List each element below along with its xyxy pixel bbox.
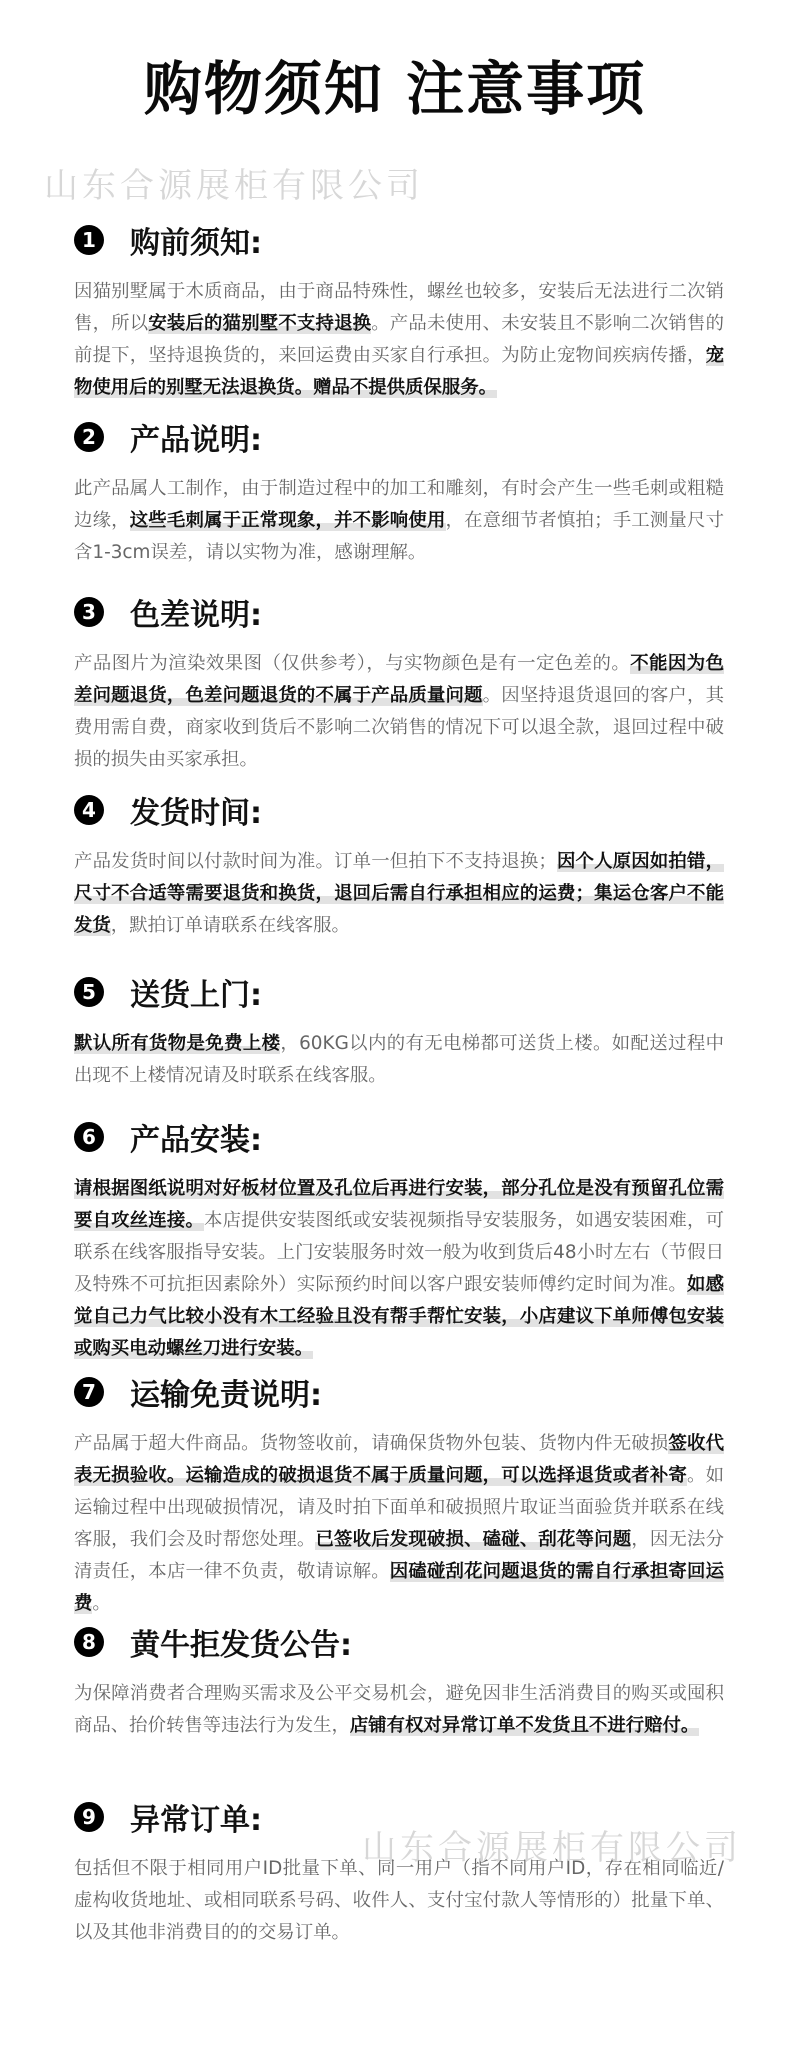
page-title: 购物须知 注意事项 (143, 55, 647, 123)
section-number-badge: 1 (74, 225, 104, 255)
body-text: 产品图片为渲染效果图（仅供参考），与实物颜色是有一定色差的。 (74, 653, 631, 674)
highlighted-text: 已签收后发现破损、磕碰、刮花等问题 (315, 1529, 632, 1550)
highlighted-text: 不能因为色差问题退货，色差问题退货的不属于产品质量问题 (74, 653, 724, 706)
section-title: 送货上门: (130, 978, 262, 1013)
section-title: 色差说明: (130, 598, 262, 633)
section-header (74, 590, 724, 634)
highlighted-text: 这些毛刺属于正常现象，并不影响使用 (129, 510, 446, 531)
section-header (74, 218, 724, 262)
section-title: 产品安装: (130, 1123, 262, 1158)
section-number-badge: 2 (74, 422, 104, 452)
highlighted-text: 默认所有货物是免费上楼 (74, 1033, 281, 1054)
highlighted-text: 宠物使用后的别墅无法退换货。赠品不提供质保服务。 (74, 345, 724, 398)
notice-section-3 (74, 590, 724, 776)
highlighted-text: 签收代表无损验收。运输造成的破损退货不属于质量问题，可以选择退货或者补寄 (74, 1433, 724, 1486)
section-title: 黄牛拒发货公告: (130, 1628, 352, 1663)
section-number-badge: 8 (74, 1627, 104, 1657)
section-body (74, 1678, 724, 1742)
highlighted-text: 店铺有权对异常订单不发货且不进行赔付。 (349, 1715, 700, 1736)
section-header (74, 1620, 724, 1664)
body-text: 此产品属人工制作，由于制造过程中的加工和雕刻，有时会产生一些毛刺或粗糙边缘， (74, 478, 724, 531)
section-header (74, 415, 724, 459)
notice-section-9 (74, 1795, 724, 1949)
body-text: 。因坚持退货退回的客户，其费用需自费，商家收到货后不影响二次销售的情况下可以退全款，退回过程中破损的损失由买家承担。 (74, 685, 724, 770)
section-body (74, 473, 724, 569)
watermark-bottom: 山东合源展柜有限公司 (362, 1828, 742, 1868)
body-text: 。产品未使用、未安装且不影响二次销售的前提下，坚持退换货的，来回运费由买家自行承担。为防止宠物间疾病传播， (74, 313, 724, 366)
section-number-badge: 6 (74, 1122, 104, 1152)
section-number-badge: 9 (74, 1802, 104, 1832)
body-text: 因猫别墅属于木质商品，由于商品特殊性，螺丝也较多，安装后无法进行二次销售，所以 (74, 281, 724, 334)
body-text: ，因无法分清责任，本店一律不负责，敬请谅解。 (74, 1529, 724, 1582)
notice-section-4 (74, 788, 724, 942)
section-number-badge: 5 (74, 977, 104, 1007)
section-title: 异常订单: (130, 1803, 262, 1838)
section-number-badge: 3 (74, 597, 104, 627)
highlighted-text: 如感觉自己力气比较小没有木工经验且没有帮手帮忙安装，小店建议下单师傅包安装或购买电动螺丝刀进行安装。 (74, 1274, 724, 1359)
section-header (74, 1115, 724, 1159)
body-text: 。 (92, 1593, 111, 1614)
body-text: ，默拍订单请联系在线客服。 (110, 915, 350, 936)
notice-section-2 (74, 415, 724, 569)
notice-section-5 (74, 970, 724, 1092)
body-text: 为保障消费者合理购买需求及公平交易机会，避免因非生活消费目的购买或囤积商品、抬价转售等违法行为发生， (74, 1683, 724, 1736)
body-text: ，60KG以内的有无电梯都可送货上楼。如配送过程中出现不上楼情况请及时联系在线客服。 (74, 1033, 724, 1086)
notice-section-7 (74, 1370, 724, 1620)
section-title: 产品说明: (130, 423, 262, 458)
section-header (74, 788, 724, 832)
body-text: 包括但不限于相同用户ID批量下单、同一用户（指不同用户ID，存在相同临近/虚构收货地址、或相同联系号码、收件人、支付宝付款人等情形的）批量下单、以及其他非消费目的的交易订单。 (74, 1858, 724, 1943)
highlighted-text: 因个人原因如拍错，尺寸不合适等需要退货和换货，退回后需自行承担相应的运费；集运仓客户不能发货 (74, 851, 724, 936)
highlighted-text: 安装后的猫别墅不支持退换 (148, 313, 372, 334)
watermark-top: 山东合源展柜有限公司 (44, 166, 424, 206)
section-body (74, 1028, 724, 1092)
body-text: 产品发货时间以付款时间为准。订单一但拍下不支持退换； (74, 851, 557, 872)
section-body (74, 648, 724, 776)
section-title: 运输免责说明: (130, 1378, 322, 1413)
highlighted-text: 因磕碰刮花问题退货的需自行承担寄回运费 (74, 1561, 724, 1614)
notice-section-6 (74, 1115, 724, 1365)
section-body (74, 1173, 724, 1365)
section-header (74, 1370, 724, 1414)
body-text: 。如运输过程中出现破损情况，请及时拍下面单和破损照片取证当面验货并联系在线客服，我们会及时帮您处理。 (74, 1465, 724, 1550)
section-body (74, 846, 724, 942)
section-title: 发货时间: (130, 796, 262, 831)
notice-section-8 (74, 1620, 724, 1742)
section-number-badge: 7 (74, 1377, 104, 1407)
section-body (74, 276, 724, 404)
section-title: 购前须知: (130, 226, 262, 261)
section-header (74, 970, 724, 1014)
body-text: 本店提供安装图纸或安装视频指导安装服务，如遇安装困难，可联系在线客服指导安装。上门安装服务时效一般为收到货后48小时左右（节假日及特殊不可抗拒因素除外）实际预约时间以客户跟安装师傅约定时间为准。 (74, 1210, 724, 1295)
body-text: 产品属于超大件商品。货物签收前，请确保货物外包装、货物内件无破损 (74, 1433, 669, 1454)
section-body (74, 1428, 724, 1620)
highlighted-text: 请根据图纸说明对好板材位置及孔位后再进行安装，部分孔位是没有预留孔位需要自攻丝连接。 (74, 1178, 724, 1231)
section-number-badge: 4 (74, 795, 104, 825)
notice-section-1 (74, 218, 724, 404)
body-text: ，在意细节者慎拍；手工测量尺寸含1-3cm误差，请以实物为准，感谢理解。 (74, 510, 724, 563)
